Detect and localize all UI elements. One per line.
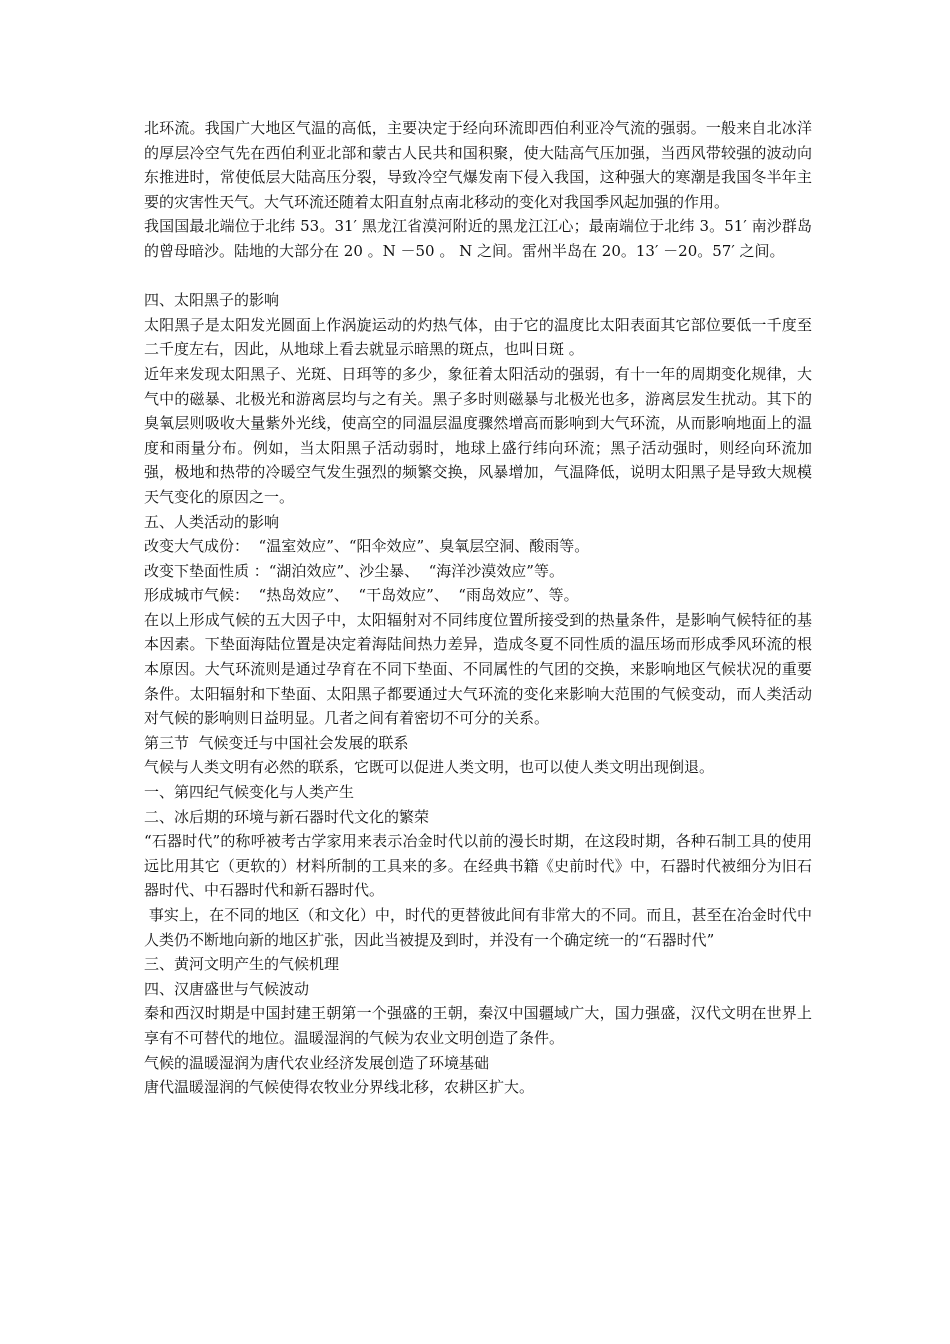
blank-line	[144, 264, 812, 289]
heading-yellow-river: 三、黄河文明产生的气候机理	[144, 955, 340, 974]
paragraph-atmosphere-composition: 改变大气成份： “温室效应”、“阳伞效应”、臭氧层空洞、酸雨等。	[144, 537, 590, 556]
paragraph-stone-age: “石器时代”的称呼被考古学家用来表示冶金时代以前的漫长时期，在这段时期，各种石制工具的使用远比用其它（更软的）材料所制的工具来的多。在经典书籍《史前时代》中，石器时代被细分为旧石器时代、中石器时代和新石器时代。	[144, 832, 812, 900]
paragraph-circulation: 北环流。我国广大地区气温的高低，主要决定于经向环流即西伯利亚冷气流的强弱。一般来自北冰洋的厚层冷空气先在西伯利亚北部和蒙古人民共和国积聚，使大陆高气压加强，当西风带较强的波动向东推进时，常使低层大陆高压分裂，导致冷空气爆发南下侵入我国，这种强大的寒潮是我国冬半年主要的灾害性天气。大气环流还随着太阳直射点南北移动的变化对我国季风起加强的作用。	[144, 119, 812, 211]
paragraph-sunspot-effects: 近年来发现太阳黑子、光斑、日珥等的多少，象征着太阳活动的强弱，有十一年的周期变化规律，大气中的磁暴、北极光和游离层均与之有关。黑子多时则磁暴与北极光也多，游离层发生扰动。其下的臭氧层则吸收大量紫外光线，使高空的同温层温度骤然增高而影响到大气环流，从而影响地面上的温度和雨量分布。例如，当太阳黑子活动弱时，地球上盛行纬向环流；黑子活动强时，则经向环流加强，极地和热带的冷暖空气发生强烈的频繁交换，风暴增加，气温降低，说明太阳黑子是导致大规模天气变化的原因之一。	[144, 364, 812, 506]
heading-postglacial: 二、冰后期的环境与新石器时代文化的繁荣	[144, 807, 430, 826]
heading-han-tang: 四、汉唐盛世与气候波动	[144, 979, 310, 998]
paragraph-five-factors: 在以上形成气候的五大因子中，太阳辐射对不同纬度位置所接受到的热量条件，是影响气候特征的基本因素。下垫面海陆位置是决定着海陆间热力差异，造成冬夏不同性质的温压场而形成季风环流的根本原因。大气环流则是通过孕育在不同下垫面、不同属性的气团的交换，来影响地区气候状况的重要条件。太阳辐射和下垫面、太阳黑子都要通过大气环流的变化来影响大范围的气候变动，而人类活动对气候的影响则日益明显。几者之间有着密切不可分的关系。	[144, 610, 812, 728]
paragraph-urban-climate: 形成城市气候： “热岛效应”、 “干岛效应”、 “雨岛效应”、等。	[144, 586, 579, 605]
paragraph-tang-basis: 气候的温暖湿润为唐代农业经济发展创造了环境基础	[144, 1053, 490, 1072]
heading-human-activity: 五、人类活动的影响	[144, 512, 280, 531]
heading-section-three: 第三节 气候变迁与中国社会发展的联系	[144, 733, 409, 752]
paragraph-tang-agriculture: 唐代温暖湿润的气候使得农牧业分界线北移，农耕区扩大。	[144, 1078, 535, 1097]
paragraph-climate-civilization: 气候与人类文明有必然的联系，它既可以促进人类文明，也可以使人类文明出现倒退。	[144, 758, 715, 777]
heading-quaternary: 一、第四纪气候变化与人类产生	[144, 783, 355, 802]
paragraph-qin-han: 秦和西汉时期是中国封建王朝第一个强盛的王朝，秦汉中国疆域广大，国力强盛，汉代文明在世界上享有不可替代的地位。温暖湿润的气候为农业文明创造了条件。	[144, 1004, 812, 1047]
paragraph-stone-age-variation: 事实上，在不同的地区（和文化）中，时代的更替彼此间有非常大的不同。而且，甚至在冶金时代中人类仍不断地向新的地区扩张，因此当被提及到时，并没有一个确定统一的“石器时代”	[144, 906, 812, 949]
document-body	[144, 116, 812, 1100]
heading-sunspot: 四、太阳黑子的影响	[144, 291, 280, 310]
paragraph-territory-extent: 我国国最北端位于北纬 53。31′ 黑龙江省漠河附近的黑龙江江心；最南端位于北纬 3。51′ 南沙群岛的曾母暗沙。陆地的大部分在 20 。N －50 。 N 之间。雷州半岛在 20。13′ －20。57′ 之间。	[144, 217, 812, 260]
paragraph-sunspot-definition: 太阳黑子是太阳发光圆面上作涡旋运动的灼热气体，由于它的温度比太阳表面其它部位要低一千度至二千度左右，因此，从地球上看去就显示暗黑的斑点，也叫日斑 。	[144, 315, 812, 359]
paragraph-surface-properties: 改变下垫面性质 ：“湖泊效应”、沙尘暴、 “海洋沙漠效应”等。	[144, 561, 564, 580]
